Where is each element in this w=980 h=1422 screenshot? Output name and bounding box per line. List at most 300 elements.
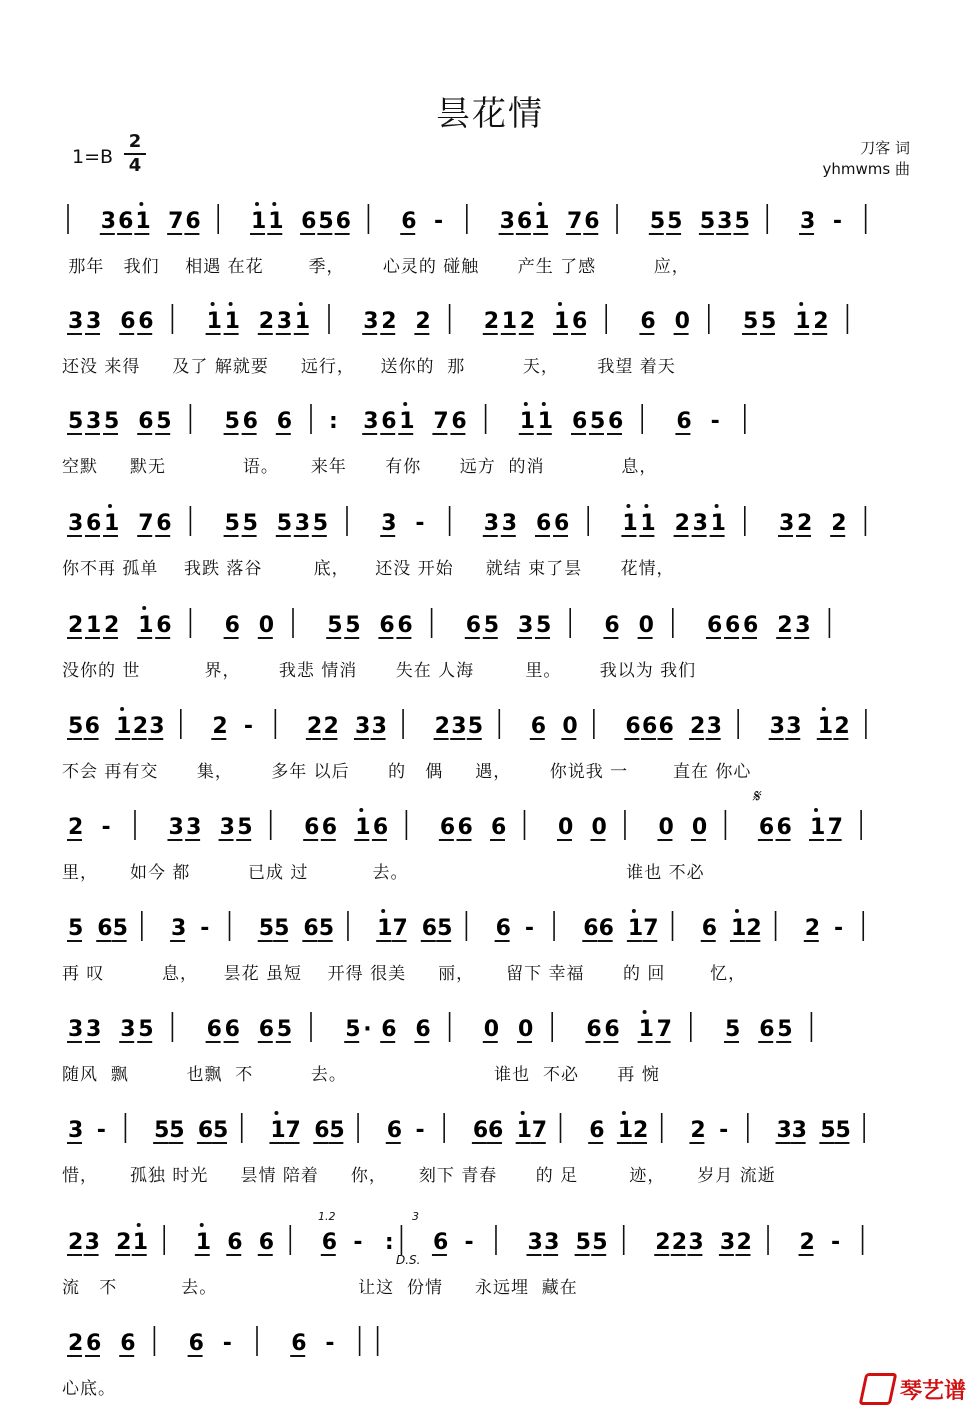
note-digit: 5 (835, 1118, 851, 1143)
note-digit: 7 (392, 916, 408, 941)
note-digit: 3 (294, 511, 311, 536)
note-digit: 2 (483, 309, 500, 334)
note-digit: 3 (84, 1230, 100, 1255)
note-digit: 0 (562, 714, 578, 739)
note-digit: 2 (258, 309, 275, 334)
note-digit: 6 (554, 511, 570, 536)
note-digit: 6 (491, 815, 507, 840)
note-digit: 3 (795, 613, 811, 638)
note-digit: 5 (237, 815, 253, 840)
score-system (62, 502, 918, 602)
notes-svg (62, 907, 918, 957)
note-digit: 2 (68, 1230, 84, 1255)
note-digit: 7 (433, 409, 449, 434)
note-digit: 5 (467, 714, 484, 739)
note-digit: 0 (638, 613, 654, 638)
octave-dot (643, 1010, 647, 1014)
note-digit: 6 (291, 1331, 307, 1356)
note-digit: 3 (719, 1230, 736, 1255)
note-digit: 6 (676, 409, 692, 434)
lyric-line: 里， 如今 都 已成 过 去。 谁也 不必 (62, 863, 705, 883)
note-digit: 1 (399, 409, 415, 434)
octave-dot (272, 202, 276, 206)
time-numerator: 2 (128, 131, 142, 152)
note-digit: 5 (592, 1230, 608, 1255)
note-digit: 2 (671, 1230, 688, 1255)
note-digit: 2 (655, 1230, 671, 1255)
octave-dot (524, 402, 528, 406)
note-digit: 0 (674, 309, 690, 334)
note-digit: 2 (434, 714, 450, 739)
note-digit: 1 (206, 309, 222, 334)
note-digit: 6 (608, 409, 624, 434)
dash-extension: - (831, 1230, 841, 1255)
note-digit: 6 (640, 309, 656, 334)
notes-line (62, 400, 918, 460)
note-digit: 6 (516, 209, 533, 234)
note-digit: 2 (799, 1230, 815, 1255)
note-digit: 2 (415, 309, 431, 334)
note-digit: 5 (483, 613, 500, 638)
note-digit: 2 (690, 1118, 706, 1143)
note-digit: 5 (743, 309, 759, 334)
note-digit: 3 (86, 309, 102, 334)
octave-dot (538, 202, 542, 206)
note-digit: 6 (758, 815, 775, 840)
notes-svg (62, 300, 918, 350)
octave-dot (108, 504, 112, 508)
note-digit: 1 (795, 309, 811, 334)
note-digit: 6 (138, 309, 154, 334)
note-digit: 3 (363, 409, 379, 434)
note-digit: 1 (817, 714, 834, 739)
notes-line (62, 1008, 918, 1068)
note-digit: 1 (617, 1118, 634, 1143)
note-digit: 1 (627, 916, 644, 941)
note-digit: 1 (132, 1230, 149, 1255)
note-digit: 6 (572, 409, 588, 434)
notes-svg (62, 400, 918, 450)
note-digit: 6 (604, 613, 620, 638)
note-digit: 5 (276, 511, 293, 536)
note-digit: 3 (451, 714, 467, 739)
octave-dot (735, 909, 739, 913)
note-digit: 1 (268, 209, 284, 234)
note-digit: 6 (572, 309, 588, 334)
note-digit: 6 (776, 815, 792, 840)
note-digit: 3 (786, 714, 802, 739)
credits (823, 138, 910, 180)
note-digit: 1 (294, 309, 311, 334)
note-digit: 5 (242, 511, 258, 536)
note-digit: 7 (531, 1118, 548, 1143)
note-digit: 6 (242, 409, 258, 434)
note-digit: 5 (104, 409, 120, 434)
dash-extension: - (415, 1118, 425, 1143)
note-digit: 2 (381, 309, 397, 334)
note-digit: 2 (736, 1230, 752, 1255)
lyric-line: 你不再 孤单 我跌 落谷 底， 还没 开始 就结 束了昙 花情， (62, 559, 675, 579)
lyric-line: 空默 默无 语。 来年 有你 远方 的消 息， (62, 457, 658, 477)
dash-extension: - (434, 209, 444, 234)
note-digit: 1 (377, 916, 393, 941)
lyric-line: 再 叹 息， 昙花 虽短 开得 很美 丽， 留下 幸福 的 回 忆， (62, 964, 747, 984)
note-digit: 6 (156, 613, 172, 638)
note-digit: 3 (800, 209, 816, 234)
lyric-line: 不会 再有交 集， 多年 以后 的 偶 遇， 你说我 一 直在 你心 (62, 762, 752, 782)
key-signature: 1=B (72, 146, 114, 168)
note-digit: 5 (318, 209, 334, 234)
notes-line (62, 806, 918, 866)
score-system (62, 400, 918, 500)
note-digit: 3 (381, 511, 397, 536)
lyric-line: 流 不 去。 让这 份情 永远埋 藏在 (62, 1278, 578, 1298)
notes-svg (62, 200, 918, 250)
note-digit: 3 (354, 714, 371, 739)
octave-dot (814, 808, 818, 812)
note-digit: 2 (813, 309, 829, 334)
note-digit: 6 (465, 613, 482, 638)
note-digit: 5 (312, 511, 329, 536)
dash-extension: - (96, 1118, 106, 1143)
note-digit: 6 (188, 1331, 204, 1356)
octave-dot (822, 707, 826, 711)
note-digit: 5 (224, 511, 240, 536)
note-digit: 3 (544, 1230, 560, 1255)
note-digit: 6 (725, 613, 741, 638)
notes-svg (62, 705, 918, 755)
note-digit: 3 (688, 1230, 704, 1255)
octave-dot (299, 302, 303, 306)
note-digit: 6 (321, 1230, 338, 1255)
note-digit: 6 (303, 916, 319, 941)
note-digit: 3 (527, 1230, 543, 1255)
time-signature (124, 132, 146, 176)
note-digit: 6 (276, 409, 293, 434)
note-digit: 6 (457, 815, 473, 840)
note-digit: 6 (314, 1118, 330, 1143)
note-digit: 5 (699, 209, 716, 234)
notes-line (62, 1109, 918, 1169)
score-system (62, 1322, 918, 1422)
note-digit: 6 (707, 613, 723, 638)
note-digit: 1 (355, 815, 371, 840)
site-logo (862, 1373, 966, 1405)
note-digit: 6 (743, 613, 759, 638)
note-digit: 5 (276, 1017, 293, 1042)
note-digit: 1 (251, 209, 267, 234)
notes-line (62, 1221, 918, 1281)
lyric-line: 心底。 (62, 1379, 116, 1399)
note-digit: 1 (638, 1017, 654, 1042)
note-digit: 6 (759, 1017, 775, 1042)
note-digit: 2 (68, 613, 84, 638)
note-digit: 1 (224, 309, 240, 334)
note-digit: 5 (761, 309, 777, 334)
octave-dot (644, 504, 648, 508)
note-digit: 5 (820, 1118, 836, 1143)
note-digit: 1 (116, 714, 132, 739)
note-digit: 6 (379, 613, 395, 638)
dash-extension: - (200, 916, 210, 941)
note-digit: 5 (590, 409, 606, 434)
octave-dot (139, 202, 143, 206)
notes-svg (62, 1008, 918, 1058)
dash-extension: - (832, 209, 842, 234)
note-digit: 6 (156, 511, 172, 536)
score-system (62, 604, 918, 704)
score-system (62, 300, 918, 400)
note-digit: 2 (777, 613, 793, 638)
note-digit: 5 (156, 409, 172, 434)
octave-dot (274, 1111, 278, 1115)
note-digit: 3 (363, 309, 379, 334)
dash-extension: - (524, 916, 534, 941)
note-digit: 6 (372, 815, 389, 840)
note-digit: 3 (769, 714, 785, 739)
note-digit: 6 (206, 1017, 222, 1042)
note-digit: 6 (641, 714, 658, 739)
note-digit: · (363, 1017, 372, 1042)
note-digit: 6 (304, 815, 320, 840)
score-system (62, 200, 918, 300)
note-digit: 3 (100, 209, 117, 234)
note-digit: 6 (118, 209, 134, 234)
note-digit: 6 (701, 916, 718, 941)
note-digit: 5 (68, 916, 84, 941)
score-system (62, 1109, 918, 1209)
note-digit: 5 (258, 916, 275, 941)
note-digit: 3 (86, 1017, 102, 1042)
note-digit: 6 (301, 209, 317, 234)
note-digit: 2 (633, 1118, 649, 1143)
dash-extension: - (415, 511, 425, 536)
note-digit: 6 (495, 916, 511, 941)
score-system (62, 1008, 918, 1108)
note-digit: 3 (120, 1017, 136, 1042)
note-digit: 1 (622, 511, 638, 536)
octave-dot (799, 302, 803, 306)
note-digit: 2 (68, 1331, 84, 1356)
volta-3-label: 3 (412, 1210, 419, 1223)
note-digit: 3 (186, 815, 202, 840)
note-digit: 2 (690, 714, 706, 739)
note-digit: 1 (86, 613, 102, 638)
note-digit: 5 (138, 1017, 154, 1042)
note-digit: 2 (834, 714, 850, 739)
repeat-dots: : (329, 409, 338, 434)
note-digit: 2 (797, 511, 813, 536)
note-digit: 7 (566, 209, 583, 234)
note-digit: 2 (804, 916, 821, 941)
note-digit: 2 (68, 815, 84, 840)
note-digit: 5 (154, 1118, 170, 1143)
dal-segno-label: D.S. (396, 1253, 421, 1267)
score-system (62, 1221, 918, 1321)
note-digit: 6 (227, 1230, 243, 1255)
dash-extension: - (464, 1230, 474, 1255)
octave-dot (403, 402, 407, 406)
note-digit: 1 (104, 511, 120, 536)
note-digit: 6 (472, 1118, 489, 1143)
note-digit: 6 (120, 309, 136, 334)
note-digit: 2 (519, 309, 536, 334)
note-digit: 1 (195, 1230, 212, 1255)
notes-line (62, 604, 918, 664)
note-digit: 3 (68, 1017, 84, 1042)
note-digit: 2 (746, 916, 762, 941)
logo-mark-icon (859, 1373, 898, 1405)
note-digit: 6 (625, 714, 641, 739)
note-digit: 5 (68, 409, 84, 434)
volta-1-2-label: 1.2 (318, 1210, 336, 1223)
note-digit: 6 (86, 511, 102, 536)
octave-dot (632, 909, 636, 913)
lyric-line: 没你的 世 界， 我悲 情消 失在 人海 里。 我以为 我们 (62, 661, 697, 681)
logo-text: 琴艺谱 (899, 1378, 966, 1404)
note-digit: 3 (779, 511, 795, 536)
dash-extension: - (710, 409, 720, 434)
dash-extension: - (325, 1331, 335, 1356)
note-digit: 6 (586, 1017, 602, 1042)
note-digit: 3 (776, 1118, 792, 1143)
note-digit: 6 (97, 916, 113, 941)
score-system (62, 705, 918, 805)
note-digit: 5 (777, 1017, 793, 1042)
note-digit: 1 (810, 815, 826, 840)
note-digit: 6 (120, 1331, 136, 1356)
note-digit: 2 (132, 714, 149, 739)
note-digit: 6 (421, 916, 438, 941)
note-digit: 5 (649, 209, 666, 234)
note-digit: 3 (68, 511, 84, 536)
note-digit: 6 (401, 209, 417, 234)
note-digit: 3 (717, 209, 733, 234)
note-digit: 7 (656, 1017, 672, 1042)
note-digit: 6 (84, 714, 100, 739)
octave-dot (200, 1223, 204, 1227)
notes-svg (62, 502, 918, 552)
note-digit: 2 (116, 1230, 132, 1255)
lyric-line: 随风 飘 也飘 不 去。 谁也 不必 再 惋 (62, 1065, 660, 1085)
segno-sign: 𝄋 (752, 786, 760, 807)
note-digit: 1 (138, 613, 154, 638)
note-digit: 3 (518, 613, 534, 638)
note-digit: 1 (516, 1118, 532, 1143)
notes-line (62, 502, 918, 562)
dash-extension: - (222, 1331, 232, 1356)
note-digit: 6 (381, 409, 397, 434)
note-digit: 6 (386, 1118, 403, 1143)
note-digit: 7 (285, 1118, 301, 1143)
notes-svg (62, 1221, 918, 1271)
lyricist: 刀客 词 (860, 139, 910, 157)
octave-dot (626, 504, 630, 508)
octave-dot (622, 1111, 626, 1115)
note-digit: 6 (197, 1118, 214, 1143)
note-digit: 6 (258, 1017, 275, 1042)
note-digit: 0 (557, 815, 574, 840)
note-digit: 5 (329, 1118, 345, 1143)
note-digit: 1 (537, 409, 554, 434)
score-title: 昙花情 (436, 94, 544, 134)
note-digit: 5 (327, 613, 343, 638)
note-digit: 3 (168, 815, 184, 840)
note-digit: 6 (598, 916, 614, 941)
note-digit: 3 (499, 209, 515, 234)
notes-svg (62, 1322, 918, 1372)
composer: yhmwms 曲 (822, 160, 910, 178)
note-digit: 6 (86, 1331, 102, 1356)
notes-line (62, 705, 918, 765)
note-digit: 6 (185, 209, 201, 234)
note-digit: 2 (306, 714, 323, 739)
note-digit: 5 (345, 1017, 361, 1042)
note-digit: 3 (692, 511, 708, 536)
dash-extension: - (719, 1118, 729, 1143)
note-digit: 7 (827, 815, 843, 840)
note-digit: 3 (276, 309, 293, 334)
note-digit: 6 (584, 209, 600, 234)
notes-svg (62, 1109, 918, 1159)
note-digit: 0 (518, 1017, 534, 1042)
note-digit: 1 (710, 511, 726, 536)
note-digit: 1 (554, 309, 570, 334)
octave-dot (211, 302, 215, 306)
note-digit: 5 (536, 613, 552, 638)
note-digit: 5 (274, 916, 290, 941)
note-digit: 3 (706, 714, 722, 739)
note-digit: 3 (791, 1118, 807, 1143)
note-digit: 0 (658, 815, 674, 840)
note-digit: 6 (415, 1017, 431, 1042)
note-digit: 1 (270, 1118, 286, 1143)
notes-svg (62, 604, 918, 654)
note-digit: 3 (86, 409, 102, 434)
note-digit: 7 (643, 916, 659, 941)
note-digit: 5 (345, 613, 361, 638)
note-digit: 1 (519, 409, 536, 434)
note-digit: 6 (224, 1017, 240, 1042)
note-digit: 7 (138, 511, 154, 536)
note-digit: 5 (318, 916, 335, 941)
note-digit: 6 (432, 1230, 449, 1255)
octave-dot (120, 707, 124, 711)
note-digit: 6 (335, 209, 351, 234)
note-digit: 6 (487, 1118, 504, 1143)
note-digit: 5 (667, 209, 683, 234)
octave-dot (142, 606, 146, 610)
note-digit: 6 (397, 613, 413, 638)
note-digit: 6 (439, 815, 456, 840)
note-digit: 6 (604, 1017, 620, 1042)
note-digit: 1 (501, 309, 518, 334)
note-digit: 3 (219, 815, 235, 840)
note-digit: 0 (258, 613, 275, 638)
note-digit: 5 (575, 1230, 591, 1255)
score-system (62, 806, 918, 906)
note-digit: 6 (658, 714, 674, 739)
note-digit: 6 (224, 613, 240, 638)
notes-line (62, 300, 918, 360)
note-digit: 2 (674, 511, 690, 536)
note-digit: 2 (323, 714, 339, 739)
repeat-dots: : (384, 1230, 394, 1255)
note-digit: 7 (168, 209, 184, 234)
note-digit: 5 (725, 1017, 741, 1042)
octave-dot (521, 1111, 525, 1115)
note-digit: 3 (68, 309, 84, 334)
